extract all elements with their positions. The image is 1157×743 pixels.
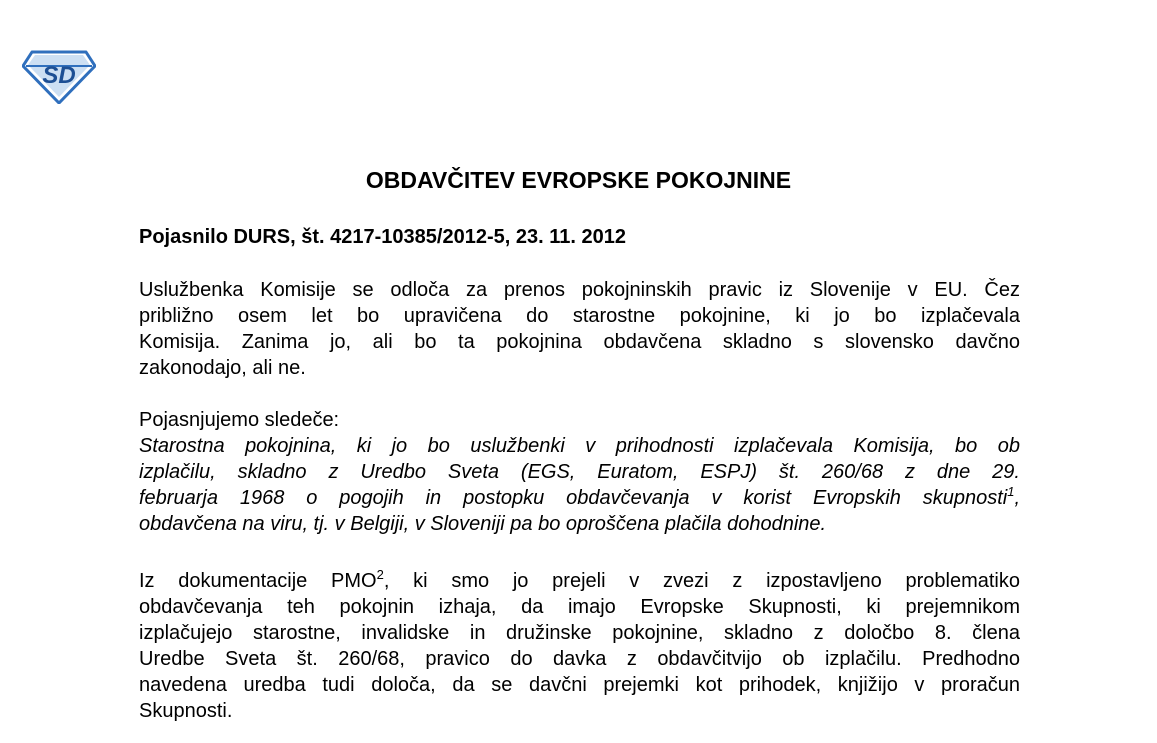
paragraph-request (139, 277, 1020, 381)
text-line: Skupnosti. (139, 700, 233, 722)
footnote-ref-1[interactable]: 1 (1007, 484, 1015, 499)
paragraph-documentation (139, 568, 1020, 724)
text-line: izplačilu, skladno z Uredbo Sveta (EGS, Euratom, ESPJ) št. 260/68 z dne 29. (139, 461, 1020, 483)
text-line: Komisija. Zanima jo, ali bo ta pokojnina obdavčena skladno s slovensko davčno (139, 331, 1020, 353)
text-line: približno osem let bo upravičena do starostne pokojnine, ki jo bo izplačevala (139, 305, 1020, 327)
text-line: Starostna pokojnina, ki jo bo uslužbenki v prihodnosti izplačevala Komisija, bo ob (139, 435, 1020, 457)
text-line (139, 485, 1020, 511)
document-title: OBDAVČITEV EVROPSKE POKOJNINE (365, 167, 792, 193)
text-segment: , (1014, 487, 1020, 509)
footnote-ref-2[interactable]: 2 (376, 567, 384, 582)
sd-logo-icon (22, 50, 96, 104)
text-segment: , ki smo jo prejeli v zvezi z izpostavljeno problematiko (383, 570, 1020, 592)
text-segment: februarja 1968 o pogojih in postopku obdavčevanja v korist Evropskih skupnosti (139, 487, 1008, 509)
sd-logo (22, 50, 96, 104)
document-subtitle: Pojasnilo DURS, št. 4217-10385/2012-5, 23. 11. 2012 (139, 226, 626, 248)
logo-letters: SD (42, 62, 76, 89)
text-line: Uredbe Sveta št. 260/68, pravico do davka z obdavčitvijo ob izplačilu. Predhodno (139, 648, 1020, 670)
text-line: Uslužbenka Komisije se odloča za prenos pokojninskih pravic iz Slovenije v EU. Čez (139, 279, 1020, 301)
paragraph-explanation (139, 407, 1020, 537)
text-line: obdavčevanja teh pokojnin izhaja, da imajo Evropske Skupnosti, ki prejemnikom (139, 596, 1020, 618)
text-line: zakonodajo, ali ne. (139, 357, 306, 379)
text-line: Pojasnjujemo sledeče: (139, 409, 340, 431)
text-segment: Iz dokumentacije PMO (139, 570, 377, 592)
text-line (139, 568, 1020, 594)
text-line: izplačujejo starostne, invalidske in družinske pokojnine, skladno z določbo 8. člena (139, 622, 1020, 644)
text-line: obdavčena na viru, tj. v Belgiji, v Sloveniji pa bo oproščena plačila dohodnine. (139, 513, 827, 535)
text-line: navedena uredba tudi določa, da se davčni prejemki kot prihodek, knjižijo v proračun (139, 674, 1020, 696)
